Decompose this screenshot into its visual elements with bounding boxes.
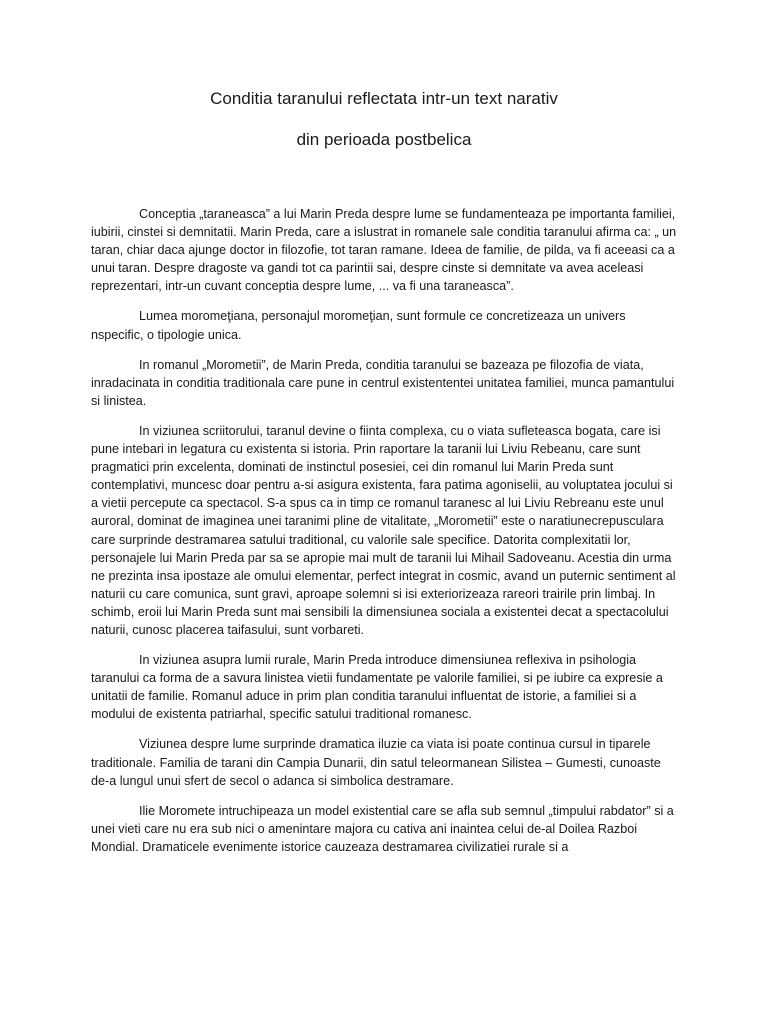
paragraph-1: Conceptia „taraneasca” a lui Marin Preda despre lume se fundamenteaza pe importanta familiei, iubirii, cinstei si demnitatii. Marin Preda, care a islustrat in romanele sale conditia taranului afirma ca: „ un taran, chiar daca ajunge doctor in filozofie, tot taran ramane. Ideea de familie, de pilda, va fi aceeasi ca a unui taran. Despre dragoste va gandi tot ca parintii sai, despre cinste si demnitate va avea aceleasi reprezentari, intr-un cuvant conceptia despre lume, ... va fi una taraneasca”. <box>91 207 677 294</box>
paragraph-2: Lumea moromeţiana, personajul moromeţian, sunt formule ce concretizeaza un univers nspecific, o tipologie unica. <box>91 309 626 342</box>
document-title-line-1: Conditia taranului reflectata intr-un text narativ <box>210 89 558 108</box>
document-body <box>91 205 681 868</box>
paragraph-5: In viziunea asupra lumii rurale, Marin Preda introduce dimensiunea reflexiva in psihologia taranului ca forma de a savura linistea vietii fundamentate pe valorile familiei, si pe iubire ca expresie a unitatii de familie. Romanul aduce in prim plan conditia taranului influentat de istorie, a familiei si a modului de existenta patriarhal, specific satului traditional romanesc. <box>91 653 663 722</box>
paragraph-6: Viziunea despre lume surprinde dramatica iluzie ca viata isi poate continua cursul in tiparele traditionale. Familia de tarani din Campia Dunarii, din satul teleormanean Silistea – Gumesti, cunoaste de-a lungul unui sfert de secol o adanca si simbolica destramare. <box>91 737 661 788</box>
paragraph-4: In viziunea scriitorului, taranul devine o fiinta complexa, cu o viata sufleteasca bogata, care isi pune intebari in legatura cu existenta si istoria. Prin raportare la taranii lui Liviu Rebeanu, care sunt pragmatici prin excelenta, dominati de instinctul posesiei, cei din romanul lui Marin Preda sunt contemplativi, muncesc doar pentru a-si asigura existenta, fara patima agoniselii, au voluptatea jocului si a vietii percepute ca spectacol. S-a spus ca in timp ce romanul taranesc al lui Liviu Rebreanu este unul auroral, dominat de imaginea unei taranimi pline de vitalitate, „Morometii” este o naratiunecrepusculara care surprinde destramarea satului traditional, cu valorile sale specifice. Datorita complexitatii lor, personajele lui Marin Preda par sa se apropie mai mult de taranii lui Mihail Sadoveanu. Acestia din urma ne prezinta insa ipostaze ale omului elementar, perfect integrat in cosmic, avand un puternic sentiment al naturii cu care comunica, sunt gravi, aproape solemni si isi exteriorizeaza rareori trairile prin limbaj. In schimb, eroii lui Marin Preda sunt mai sensibili la dimensiunea sociala a existentei decat a spectacolului naturii, cunosc placerea taifasului, sunt vorbareti. <box>91 423 676 637</box>
document-title-line-2: din perioada postbelica <box>296 130 472 149</box>
paragraph-7: Ilie Moromete intruchipeaza un model existential care se afla sub semnul „timpului rabdator” si a unei vieti care nu era sub nici o amenintare majora cu cativa ani inaintea celui de-al Doilea Razboi Mondial. Dramaticele evenimente istorice cauzeaza destramarea civilizatiei rurale si a <box>91 803 674 854</box>
paragraph-3: In romanul „Morometii”, de Marin Preda, conditia taranului se bazeaza pe filozofia de viata, inradacinata in conditia traditionala care pune in centrul existententei unitatea familiei, munca pamantului si linistea. <box>91 357 675 408</box>
